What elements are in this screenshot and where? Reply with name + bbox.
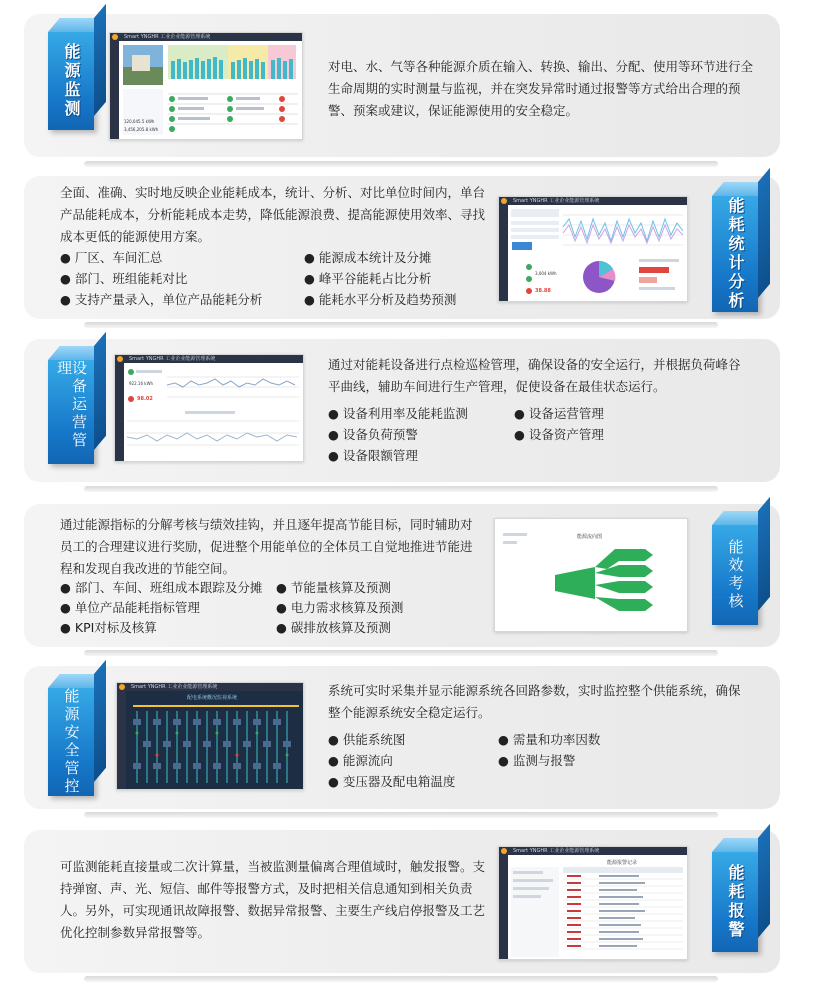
bullet-list: [328, 404, 748, 470]
app-title: Smart YNGHR 工业企业能源管理系统: [513, 198, 600, 204]
list-item: ● 设备负荷预警: [328, 427, 418, 442]
bullet-list: [60, 578, 480, 644]
badge-consumption-alarm: [712, 852, 758, 952]
list-item: ● 设备利用率及能耗监测: [328, 406, 468, 421]
bullet-text: 设备负荷预警: [342, 427, 418, 442]
screenshot-efficiency-assessment[interactable]: [494, 518, 688, 632]
list-item: ● KPI对标及核算: [60, 620, 157, 635]
bullet-text: 设备运营管理: [528, 406, 604, 421]
bullet-text: KPI对标及核算: [74, 620, 157, 635]
badge-equipment-management: [48, 360, 94, 464]
list-item: ● 节能量核算及预测: [276, 580, 391, 595]
list-item: ● 监测与报警: [498, 753, 576, 768]
bullet-text: 支持产量录入，单位产品能耗分析: [74, 292, 263, 307]
list-item: ● 能耗水平分析及趋势预测: [304, 292, 457, 307]
bullet-text: 设备限额管理: [342, 448, 418, 463]
list-item: ● 单位产品能耗指标管理: [60, 600, 200, 615]
bullet-text: 碳排放核算及预测: [290, 620, 391, 635]
bullet-list: [60, 248, 490, 314]
badge-label: 能源监测: [62, 43, 81, 119]
badge-label: 能效考核: [726, 539, 745, 611]
screenshot-consumption-analysis[interactable]: [498, 196, 688, 302]
divider: [84, 812, 718, 818]
list-item: ● 支持产量录入，单位产品能耗分析: [60, 292, 263, 307]
bullet-text: 变压器及配电箱温度: [342, 774, 456, 789]
badge-label: 能源安全管控: [62, 688, 81, 796]
divider: [84, 650, 718, 656]
consumption-analysis-preview: [499, 197, 687, 301]
screenshot-energy-safety[interactable]: [116, 682, 304, 790]
screenshot-consumption-alarm[interactable]: [498, 846, 688, 960]
list-item: ● 供能系统图: [328, 732, 406, 747]
chart-title: 能源流向图: [577, 534, 603, 540]
badge-label: 设备运营管理: [55, 360, 88, 450]
red-value: 38.88: [535, 288, 551, 294]
list-item: ● 能源成本统计及分摊: [304, 250, 432, 265]
bullet-text: 部门、班组能耗对比: [74, 271, 188, 286]
section-description: 系统可实时采集并显示能源系统各回路参数，实时监控整个供能系统，确保整个能源系统安全稳定运行。: [328, 683, 741, 720]
equipment-management-preview: [115, 355, 303, 461]
table-title: 能源报警记录: [607, 860, 638, 866]
badge-energy-safety: [48, 688, 94, 796]
bullet-text: 部门、车间、班组成本跟踪及分摊: [74, 580, 263, 595]
list-item: ● 设备运营管理: [514, 406, 604, 421]
badge-label: 能耗统计分析: [726, 197, 745, 311]
alarm-table-preview: [499, 847, 687, 959]
app-title: Smart YNGHR 工业企业能源管理系统: [131, 684, 218, 690]
section-description: 可监测能耗直接量或二次计算量，当被监测量偏离合理值域时，触发报警。支持弹窗、声、光、短信、邮件等报警方式，及时把相关信息通知到相关负责人。另外，可实现通讯故障报警、数据异常报警、主要生产线启停报警及工艺优化控制参数异常报警等。: [60, 859, 486, 940]
section-description: 通过能源指标的分解考核与绩效挂钩，并且逐年提高节能目标，同时辅助对员工的合理建议进行奖励，促进整个用能单位的全体员工自觉地推进节能进程和发现自我改进的节能空间。: [60, 517, 473, 576]
stat-b: 3,456,205.8 kWh: [124, 127, 159, 132]
section-description: 全面、准确、实时地反映企业能耗成本，统计、分析、对比单位时间内，单台产品能耗成本，分析能耗成本走势，降低能源浪费、提高能源使用效率、寻找成本更低的能源使用方案。: [60, 185, 486, 244]
list-item: ● 厂区、车间汇总: [60, 250, 163, 265]
total-value: 3,004 kWh: [535, 271, 557, 276]
app-title: Smart YNGHR 工业企业能源管理系统: [124, 34, 211, 40]
bullet-text: 设备利用率及能耗监测: [342, 406, 468, 421]
screenshot-equipment-management[interactable]: [114, 354, 304, 462]
bullet-text: 能源成本统计及分摊: [318, 250, 432, 265]
list-item: ● 部门、班组能耗对比: [60, 271, 188, 286]
badge-consumption-analysis: [712, 196, 758, 312]
bullet-text: 峰平谷能耗占比分析: [318, 271, 432, 286]
stat-a: 120,045.5 kWh: [124, 119, 155, 124]
badge-efficiency-assessment: [712, 525, 758, 625]
section-description: 通过对能耗设备进行点检巡检管理，确保设备的安全运行，并根据负荷峰谷平曲线，辅助车间进行生产管理，促使设备在最佳状态运行。: [328, 357, 741, 394]
divider: [84, 322, 718, 328]
app-title: Smart YNGHR 工业企业能源管理系统: [513, 848, 600, 854]
bullet-text: 需量和功率因数: [512, 732, 601, 747]
list-item: ● 能源流向: [328, 753, 393, 768]
screenshot-energy-monitoring[interactable]: [109, 32, 303, 140]
bullet-text: 能耗水平分析及趋势预测: [318, 292, 457, 307]
list-item: ● 峰平谷能耗占比分析: [304, 271, 432, 286]
bullet-text: 单位产品能耗指标管理: [74, 600, 200, 615]
list-item: ● 部门、车间、班组成本跟踪及分摊: [60, 580, 263, 595]
bullet-text: 供能系统图: [342, 732, 406, 747]
divider: [84, 976, 718, 982]
list-item: ● 设备资产管理: [514, 427, 604, 442]
list-item: ● 碳排放核算及预测: [276, 620, 391, 635]
bullet-text: 节能量核算及预测: [290, 580, 391, 595]
red-value: 98.02: [137, 396, 153, 402]
list-item: ● 需量和功率因数: [498, 732, 601, 747]
panel-title: 配电系统概况监视系统: [187, 695, 238, 701]
bullet-text: 电力需求核算及预测: [290, 600, 404, 615]
divider: [84, 486, 718, 492]
usage-value: 922.16 kWh: [129, 381, 154, 386]
app-title: Smart YNGHR 工业企业能源管理系统: [129, 356, 216, 362]
bullet-list: [328, 730, 748, 796]
divider: [84, 161, 718, 167]
list-item: ● 电力需求核算及预测: [276, 600, 404, 615]
bullet-text: 能源流向: [342, 753, 393, 768]
bullet-text: 监测与报警: [512, 753, 576, 768]
list-item: ● 设备限额管理: [328, 448, 418, 463]
section-description: 对电、水、气等各种能源介质在输入、转换、输出、分配、使用等环节进行全生命周期的实时测量与监视，并在突发异常时通过报警等方式给出合理的预警、预案或建议，保证能源使用的安全稳定。: [328, 59, 754, 118]
badge-energy-monitoring: [48, 32, 94, 130]
badge-label: 能耗报警: [726, 864, 745, 940]
bullet-text: 设备资产管理: [528, 427, 604, 442]
list-item: ● 变压器及配电箱温度: [328, 774, 456, 789]
bullet-text: 厂区、车间汇总: [74, 250, 163, 265]
